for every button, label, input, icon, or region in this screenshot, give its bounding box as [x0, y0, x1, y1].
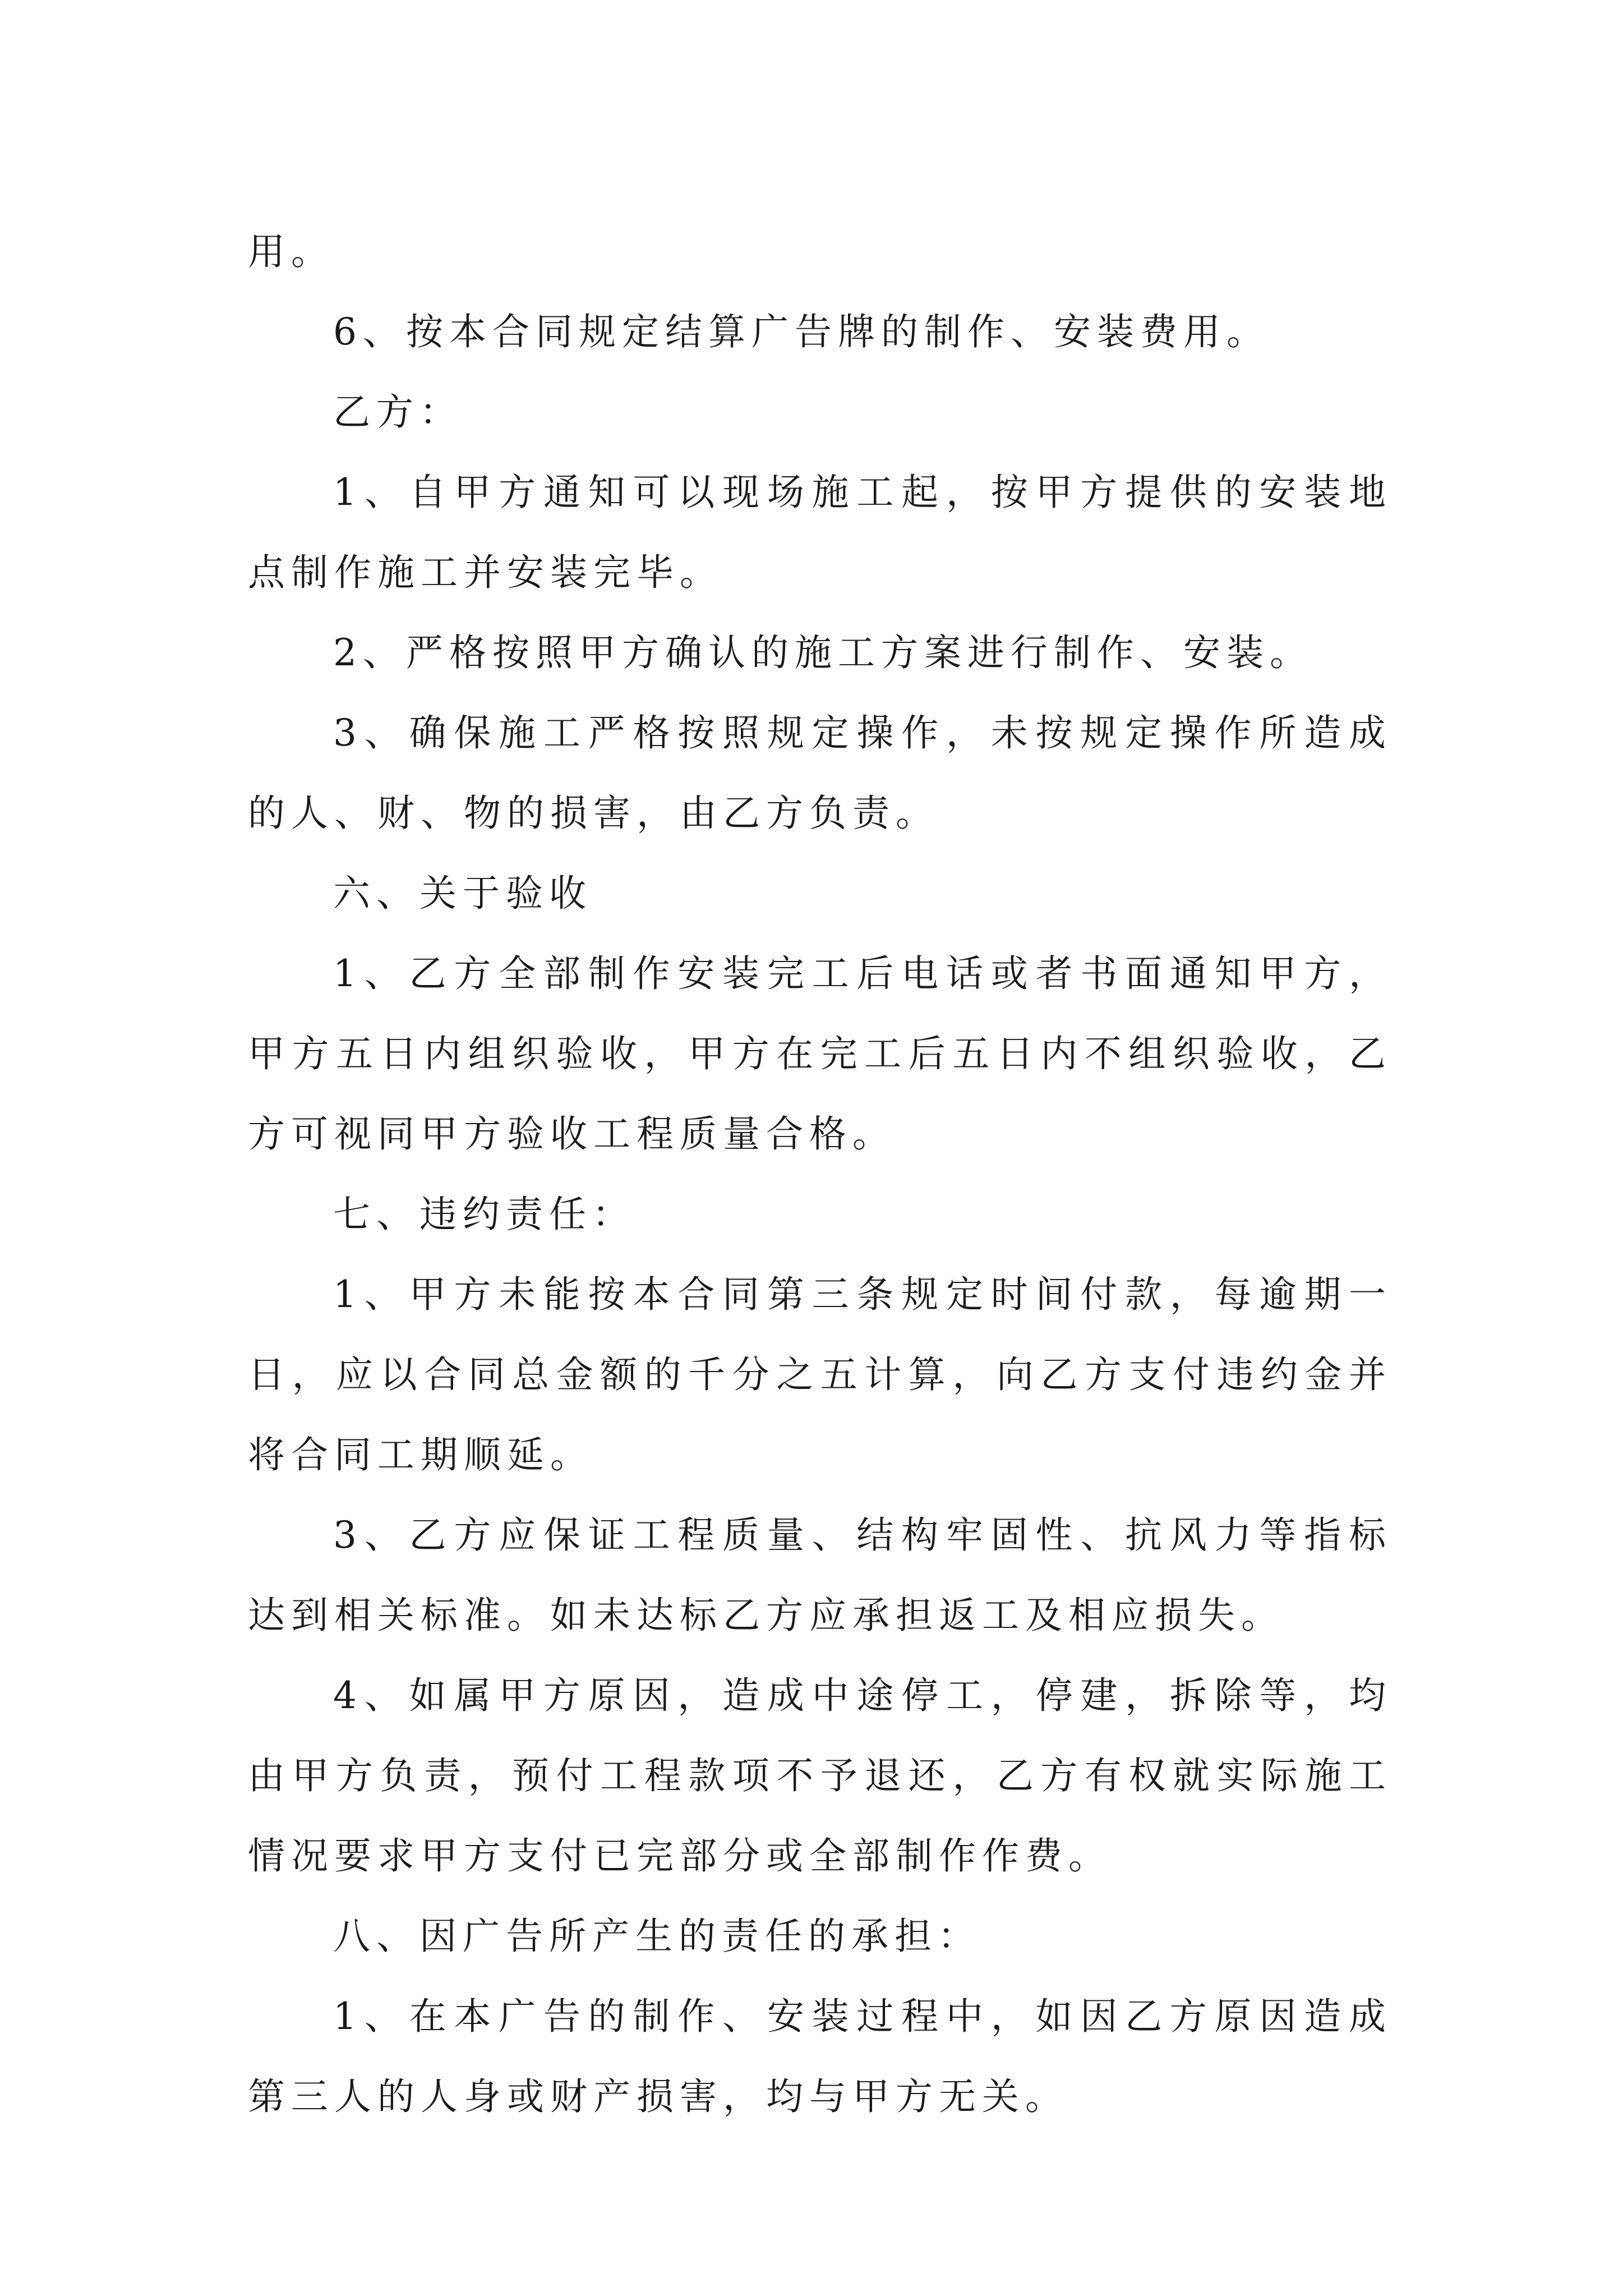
- document-body: [248, 211, 1392, 2137]
- paragraph-liability-1: 1、在本广告的制作、安装过程中，如因乙方原因造成第三人的人身或财产损害，均与甲方无关。: [248, 1995, 1392, 2118]
- paragraph-breach-4: 4、如属甲方原因，造成中途停工，停建，拆除等，均由甲方负责，预付工程款项不予退还，乙方有权就实际施工情况要求甲方支付已完部分或全部制作作费。: [248, 1674, 1392, 1878]
- paragraph-party-b-1: 1、自甲方通知可以现场施工起，按甲方提供的安装地点制作施工并安装完毕。: [248, 471, 1392, 594]
- paragraph-continuation: 用。: [248, 230, 334, 273]
- section-heading-liability: 八、因广告所产生的责任的承担：: [333, 1915, 981, 1958]
- section-heading-breach: 七、违约责任：: [333, 1193, 635, 1236]
- paragraph-breach-1: 1、甲方未能按本合同第三条规定时间付款，每逾期一日，应以合同总金额的千分之五计算，向乙方支付违约金并将合同工期顺延。: [248, 1273, 1392, 1476]
- paragraph-party-b-2: 2、严格按照甲方确认的施工方案进行制作、安装。: [333, 631, 1313, 674]
- paragraph-breach-3: 3、乙方应保证工程质量、结构牢固性、抗风力等指标达到相关标准。如未达标乙方应承担返工及相应损失。: [248, 1513, 1392, 1637]
- paragraph-party-b-heading: 乙方：: [333, 390, 463, 434]
- paragraph-party-b-3: 3、确保施工严格按照规定操作，未按规定操作所造成的人、财、物的损害，由乙方负责。: [248, 711, 1392, 835]
- paragraph-acceptance-1: 1、乙方全部制作安装完工后电话或者书面通知甲方，甲方五日内组织验收，甲方在完工后五日内不组织验收，乙方可视同甲方验收工程质量合格。: [248, 952, 1392, 1156]
- section-heading-acceptance: 六、关于验收: [333, 872, 592, 915]
- paragraph-clause-5-6: 6、按本合同规定结算广告牌的制作、安装费用。: [333, 310, 1270, 353]
